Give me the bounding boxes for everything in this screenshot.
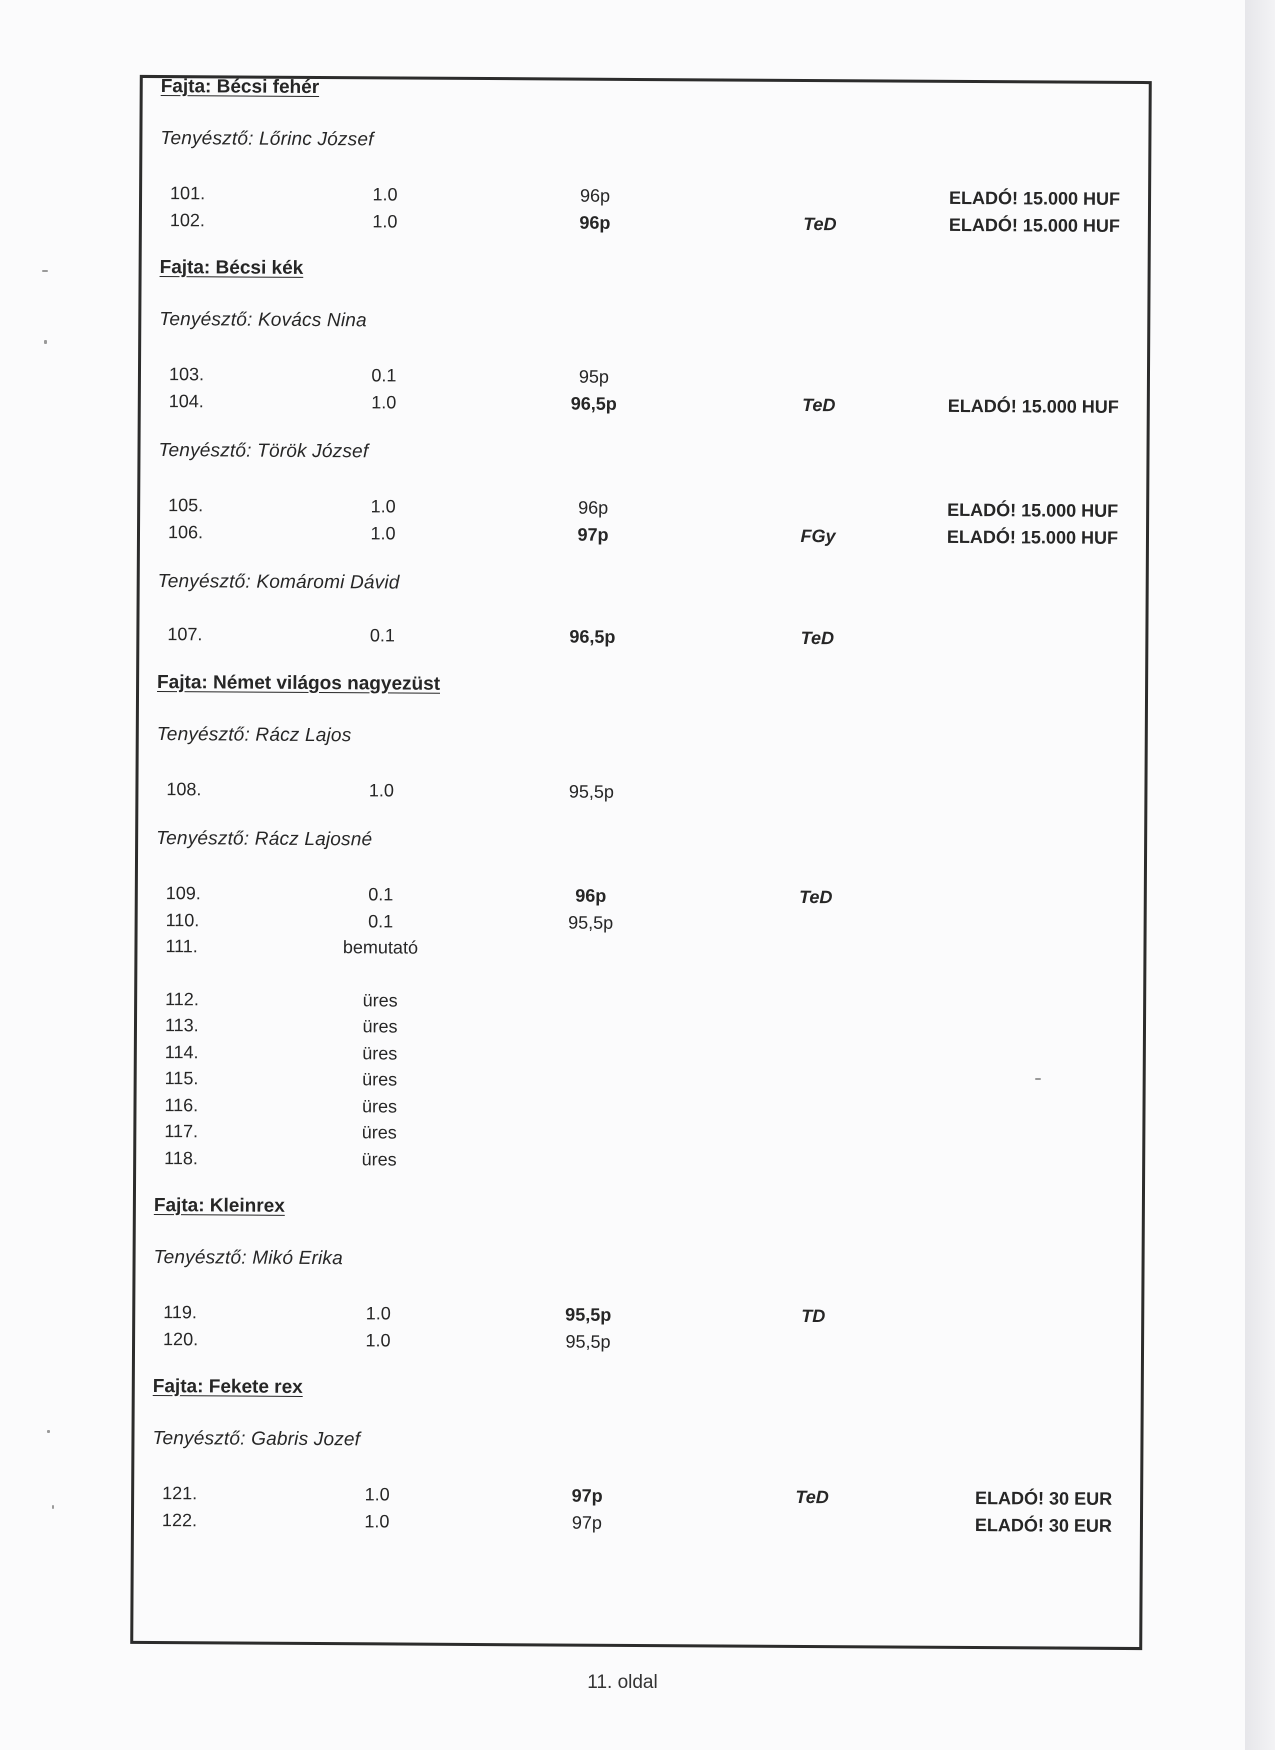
entry-number: 102. [169, 209, 206, 230]
entry-sex: üres [362, 1069, 398, 1090]
scan-speck [42, 270, 48, 272]
entry-number: 101. [170, 183, 206, 204]
entry-sale: ELADÓ! 15.000 HUF [947, 499, 1119, 521]
entry-number: 113. [164, 1015, 199, 1036]
entry-sex: 0.1 [368, 910, 394, 931]
entry-points: 96p [575, 885, 607, 906]
entry-sale: ELADÓ! 30 EUR [975, 1488, 1113, 1509]
entry-sale: ELADÓ! 15.000 HUF [948, 187, 1121, 209]
entry-award: TeD [800, 627, 835, 649]
entry-number: 112. [165, 988, 199, 1009]
entry-sale: ELADÓ! 15.000 HUF [947, 395, 1119, 417]
entry-sex: 1.0 [371, 391, 397, 412]
entry-sex: üres [361, 1122, 397, 1143]
entry-number: 120. [163, 1328, 199, 1349]
entry-sale: ELADÓ! 30 EUR [974, 1514, 1113, 1536]
scan-speck [44, 340, 47, 344]
entry-points: 95,5p [565, 1331, 611, 1352]
entry-points: 95p [578, 366, 610, 387]
entry-points: 97p [571, 1512, 603, 1533]
breed-heading: Fajta: Fekete rex [152, 1376, 303, 1398]
entry-sex: üres [362, 1016, 398, 1037]
page-number: 11. oldal [587, 1672, 658, 1693]
entry-award: TeD [803, 213, 837, 234]
document-frame [130, 75, 1152, 1650]
breed-heading: Fajta: Német világos nagyezüst [157, 671, 441, 695]
entry-points: 96,5p [569, 626, 616, 647]
entry-sale: ELADÓ! 15.000 HUF [948, 214, 1120, 236]
entry-sex: 1.0 [372, 210, 398, 231]
entry-points: 96p [578, 497, 609, 518]
entry-number: 122. [161, 1509, 198, 1530]
entry-sex: 1.0 [364, 1510, 390, 1531]
entry-number: 118. [164, 1147, 198, 1168]
entry-award: TeD [795, 1486, 829, 1508]
entry-sex: bemutató [342, 937, 419, 958]
entry-award: TeD [802, 394, 836, 415]
entry-sex: üres [361, 1148, 397, 1170]
entry-award: FGy [800, 525, 836, 546]
entry-number: 109. [165, 883, 201, 904]
breeder-label: Tenyésztő: Török József [158, 440, 369, 463]
entry-sex: 1.0 [365, 1303, 391, 1324]
entry-number: 110. [165, 909, 200, 930]
entry-sex: 0.1 [368, 884, 394, 905]
entry-sex: 1.0 [370, 522, 396, 543]
entry-number: 105. [168, 495, 204, 516]
scan-speck [52, 1505, 54, 1509]
entry-number: 114. [164, 1041, 199, 1062]
breed-heading: Fajta: Bécsi kék [159, 257, 304, 279]
entry-number: 104. [168, 390, 204, 411]
entry-sale: ELADÓ! 15.000 HUF [946, 526, 1119, 548]
entry-sex: üres [362, 989, 398, 1011]
entry-sex: 0.1 [369, 625, 395, 646]
entry-number: 106. [167, 521, 204, 542]
entry-sex: üres [362, 1042, 398, 1064]
entry-award: TD [801, 1305, 826, 1327]
entry-number: 111. [165, 936, 198, 957]
entry-row [152, 1507, 1122, 1539]
entry-points: 95,5p [565, 1304, 612, 1325]
entry-points: 95,5p [568, 781, 615, 802]
scan-speck [47, 1430, 50, 1433]
breeder-label: Tenyésztő: Komáromi Dávid [157, 571, 400, 594]
breeder-label: Tenyésztő: Lőrinc József [160, 128, 374, 151]
entry-points: 96p [579, 185, 611, 206]
breeder-label: Tenyésztő: Gabris Jozef [152, 1428, 361, 1451]
entry-sex: 1.0 [365, 1329, 391, 1350]
entry-sex: 1.0 [368, 779, 395, 800]
entry-sex: 1.0 [364, 1484, 390, 1505]
breeder-label: Tenyésztő: Rácz Lajosné [156, 828, 373, 851]
entry-award: TeD [799, 886, 833, 908]
breeder-label: Tenyésztő: Rácz Lajos [156, 723, 352, 746]
entry-points: 95,5p [568, 912, 614, 933]
breed-heading: Fajta: Bécsi fehér [160, 76, 320, 99]
entry-points: 97p [577, 524, 609, 545]
entry-points: 96,5p [570, 393, 617, 414]
entry-points: 96p [579, 212, 611, 233]
entry-number: 117. [164, 1121, 199, 1142]
entry-number: 108. [166, 778, 202, 799]
entry-sex: üres [361, 1095, 398, 1117]
entry-sex: 1.0 [370, 496, 396, 517]
entry-sex: 0.1 [371, 365, 397, 386]
page-edge [1245, 0, 1275, 1750]
document-content [152, 78, 1131, 1539]
entry-number: 115. [164, 1068, 199, 1089]
breed-heading: Fajta: Kleinrex [153, 1195, 285, 1217]
breeder-label: Tenyésztő: Kovács Nina [159, 309, 367, 332]
entry-number: 116. [164, 1094, 199, 1115]
entry-sex: 1.0 [372, 184, 398, 205]
entry-number: 119. [163, 1302, 198, 1323]
entry-points: 97p [571, 1485, 603, 1506]
entry-number: 121. [162, 1483, 198, 1504]
breeder-label: Tenyésztő: Mikó Erika [153, 1247, 343, 1270]
entry-number: 103. [168, 364, 205, 385]
entry-number: 107. [167, 624, 203, 645]
